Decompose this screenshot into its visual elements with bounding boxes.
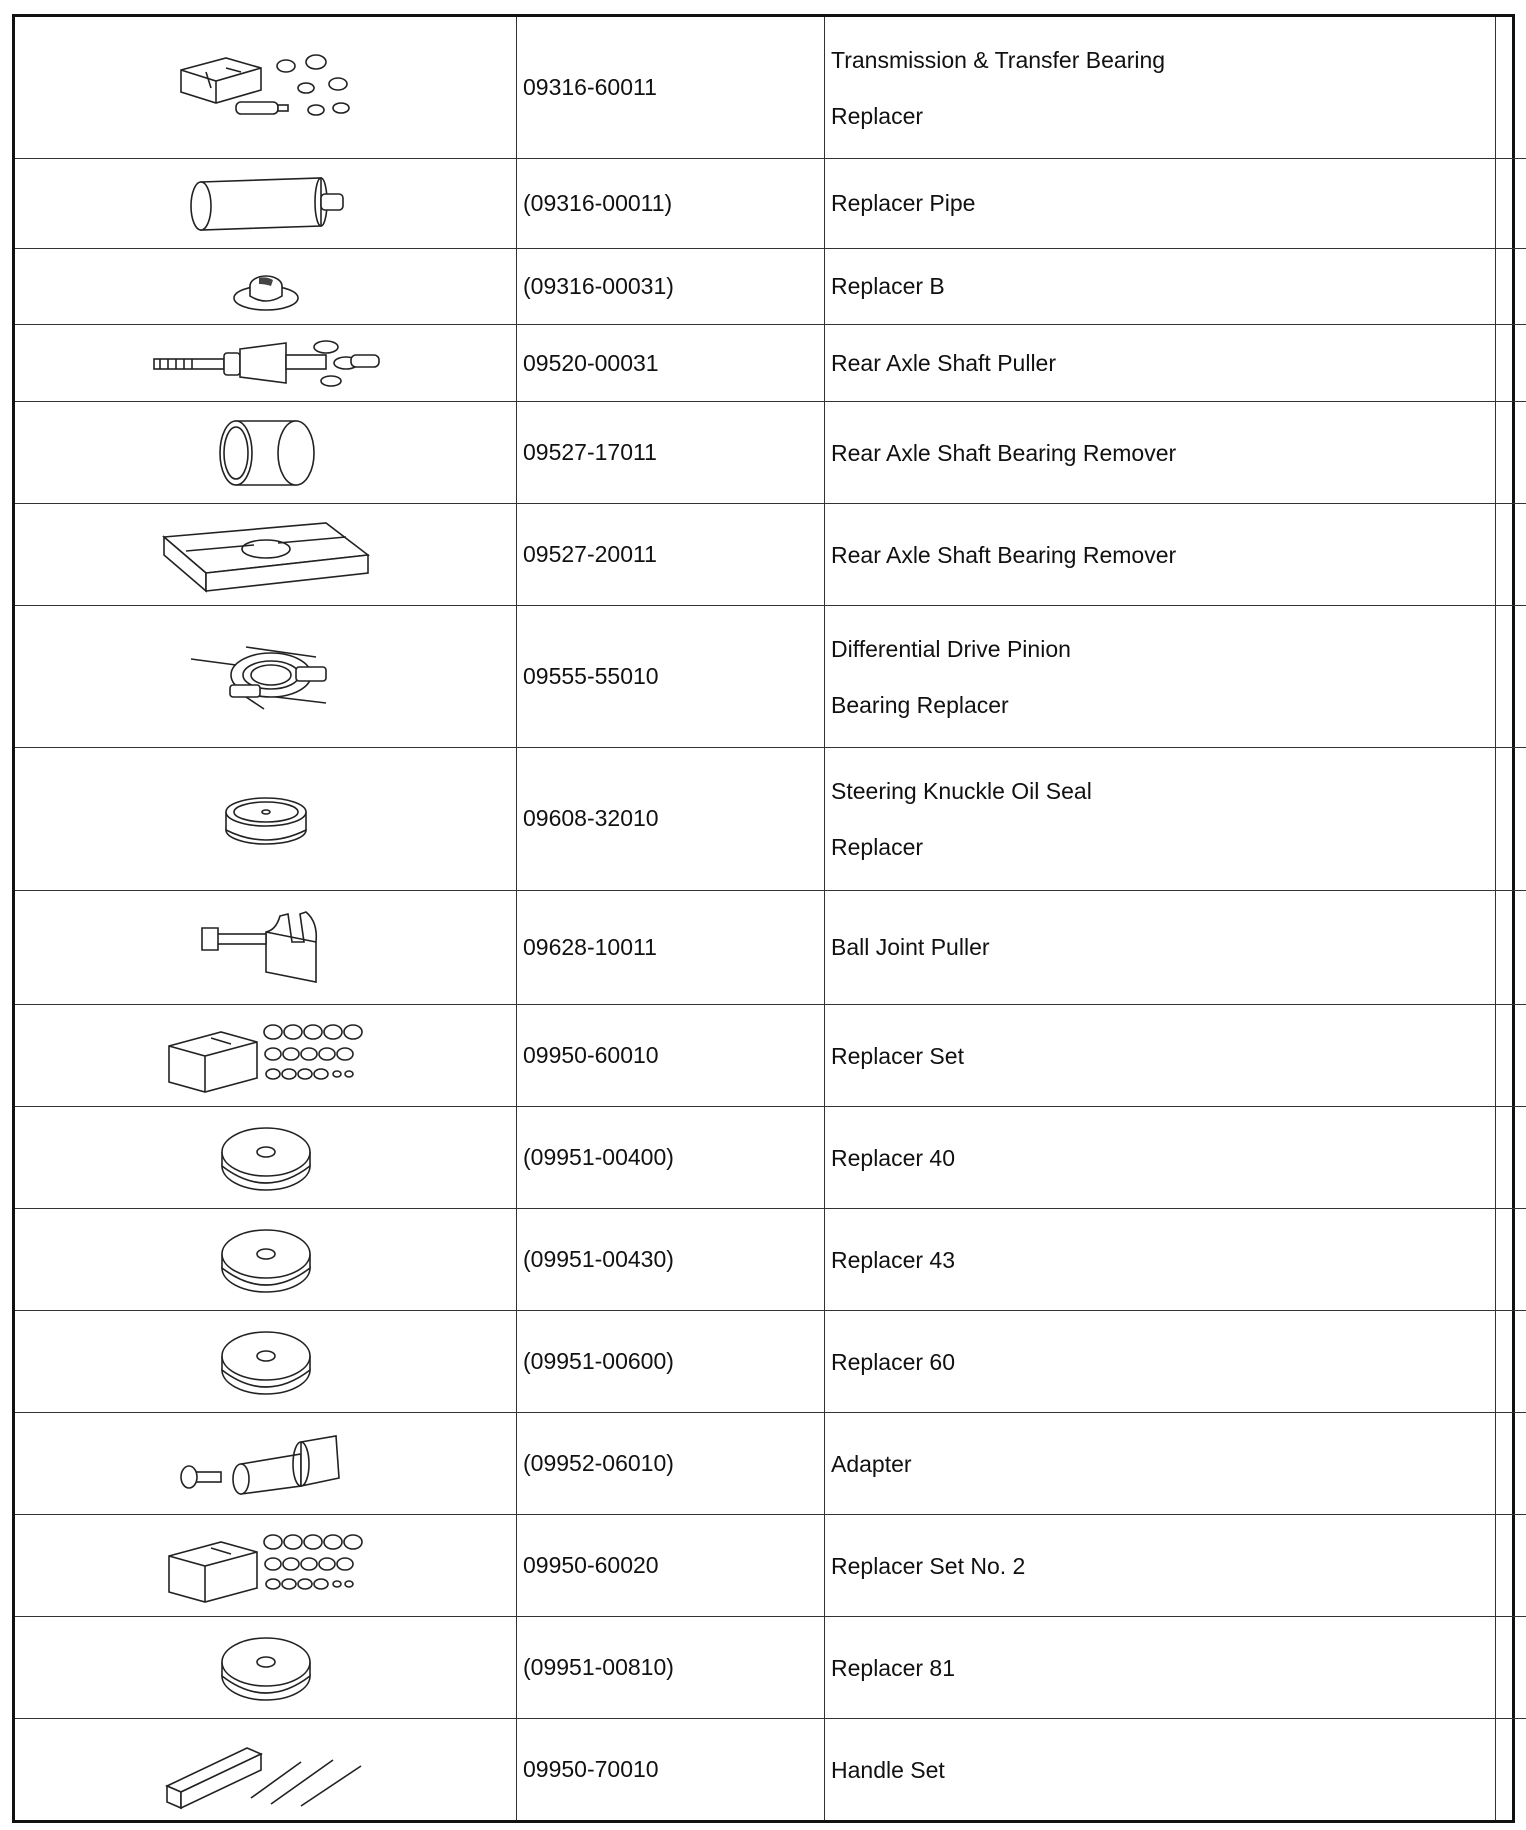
table-row	[15, 17, 1526, 159]
adapter-icon	[15, 1424, 516, 1504]
cylinder-remover-icon	[15, 413, 516, 493]
tool-illustration-cell	[15, 1413, 517, 1515]
tool-name	[825, 1413, 1496, 1515]
tool-name-line: Adapter	[831, 1450, 912, 1477]
empty-cell	[1496, 159, 1526, 248]
replacer-disc-icon	[15, 1628, 516, 1708]
tool-illustration-cell	[15, 748, 517, 890]
empty-cell	[1496, 748, 1526, 890]
table-row	[15, 890, 1526, 1005]
tool-name	[825, 890, 1496, 1005]
replacer-pipe-icon	[15, 168, 516, 238]
tool-name-line: Replacer 60	[831, 1348, 956, 1375]
empty-cell	[1496, 606, 1526, 748]
table-row	[15, 1107, 1526, 1209]
tool-illustration-cell	[15, 1515, 517, 1617]
table-row	[15, 1209, 1526, 1311]
ball-joint-puller-icon	[15, 902, 516, 992]
table-row	[15, 1413, 1526, 1515]
tool-name	[825, 1005, 1496, 1107]
tool-name	[825, 1515, 1496, 1617]
table-row	[15, 159, 1526, 248]
part-number: (09952-06010)	[517, 1413, 825, 1515]
table-row	[15, 1617, 1526, 1719]
tool-table-sheet	[12, 14, 1515, 1823]
tool-name	[825, 159, 1496, 248]
replacer-set-case-icon	[15, 1526, 516, 1606]
tool-illustration-cell	[15, 159, 517, 248]
tool-name	[825, 748, 1496, 890]
part-number: (09951-00810)	[517, 1617, 825, 1719]
tool-name	[825, 402, 1496, 504]
table-row	[15, 325, 1526, 402]
tool-name	[825, 1209, 1496, 1311]
empty-cell	[1496, 1719, 1526, 1820]
tool-name-line: Replacer	[831, 102, 924, 129]
replacer-b-icon	[15, 256, 516, 316]
part-number: 09555-55010	[517, 606, 825, 748]
tool-name-line: Replacer Set	[831, 1042, 964, 1069]
part-number: (09316-00031)	[517, 248, 825, 325]
tool-name	[825, 1719, 1496, 1820]
empty-cell	[1496, 325, 1526, 402]
tool-name-line: Replacer Pipe	[831, 190, 976, 217]
tool-name	[825, 504, 1496, 606]
tool-name	[825, 17, 1496, 159]
part-number: (09951-00600)	[517, 1311, 825, 1413]
empty-cell	[1496, 1311, 1526, 1413]
tool-illustration-cell	[15, 1719, 517, 1820]
tool-name-line: Replacer Set No. 2	[831, 1552, 1026, 1579]
part-number: 09950-60010	[517, 1005, 825, 1107]
part-number: (09951-00430)	[517, 1209, 825, 1311]
empty-cell	[1496, 504, 1526, 606]
tool-name-line: Replacer 81	[831, 1654, 956, 1681]
shaft-puller-icon	[15, 333, 516, 393]
table-row	[15, 606, 1526, 748]
tool-name-line: Replacer 40	[831, 1144, 956, 1171]
tool-illustration-cell	[15, 1209, 517, 1311]
part-number: 09316-60011	[517, 17, 825, 159]
empty-cell	[1496, 17, 1526, 159]
replacer-disc-icon	[15, 1220, 516, 1300]
tool-name-line: Replacer B	[831, 273, 945, 300]
tool-name-line: Transmission & Transfer Bearing	[831, 46, 1166, 73]
table-row	[15, 504, 1526, 606]
tool-name-line: Replacer	[831, 833, 924, 860]
part-number: 09527-20011	[517, 504, 825, 606]
table-row	[15, 1005, 1526, 1107]
part-number: 09520-00031	[517, 325, 825, 402]
replacer-set-case-icon	[15, 1016, 516, 1096]
part-number: 09527-17011	[517, 402, 825, 504]
tool-name-line: Steering Knuckle Oil Seal	[831, 777, 1092, 804]
tool-name	[825, 248, 1496, 325]
empty-cell	[1496, 1107, 1526, 1209]
tool-name	[825, 1311, 1496, 1413]
tool-name-line: Rear Axle Shaft Bearing Remover	[831, 541, 1177, 568]
special-tools-table	[15, 17, 1526, 1820]
tool-illustration-cell	[15, 17, 517, 159]
tool-illustration-cell	[15, 1311, 517, 1413]
tool-illustration-cell	[15, 1617, 517, 1719]
tool-illustration-cell	[15, 504, 517, 606]
table-row	[15, 1311, 1526, 1413]
bearing-replacer-kit-icon	[15, 48, 516, 128]
empty-cell	[1496, 1209, 1526, 1311]
tool-illustration-cell	[15, 1005, 517, 1107]
tool-illustration-cell	[15, 248, 517, 325]
replacer-disc-icon	[15, 1322, 516, 1402]
part-number: 09608-32010	[517, 748, 825, 890]
tool-illustration-cell	[15, 1107, 517, 1209]
tool-name-line: Differential Drive Pinion	[831, 635, 1071, 662]
handle-set-icon	[15, 1730, 516, 1810]
tool-name-line: Ball Joint Puller	[831, 934, 990, 961]
empty-cell	[1496, 1617, 1526, 1719]
tool-name-line: Rear Axle Shaft Puller	[831, 350, 1057, 377]
table-row	[15, 1515, 1526, 1617]
table-row	[15, 1719, 1526, 1820]
pinion-bearing-replacer-icon	[15, 637, 516, 717]
tool-illustration-cell	[15, 402, 517, 504]
tool-name	[825, 606, 1496, 748]
part-number: (09951-00400)	[517, 1107, 825, 1209]
split-plate-remover-icon	[15, 515, 516, 595]
replacer-disc-icon	[15, 1118, 516, 1198]
part-number: 09950-60020	[517, 1515, 825, 1617]
part-number: 09950-70010	[517, 1719, 825, 1820]
table-row	[15, 402, 1526, 504]
empty-cell	[1496, 248, 1526, 325]
empty-cell	[1496, 1413, 1526, 1515]
tool-name-line: Replacer 43	[831, 1246, 956, 1273]
table-row	[15, 748, 1526, 890]
tool-name-line: Bearing Replacer	[831, 691, 1009, 718]
part-number: (09316-00011)	[517, 159, 825, 248]
empty-cell	[1496, 1515, 1526, 1617]
empty-cell	[1496, 402, 1526, 504]
empty-cell	[1496, 890, 1526, 1005]
part-number: 09628-10011	[517, 890, 825, 1005]
tool-name	[825, 1107, 1496, 1209]
tool-name-line: Rear Axle Shaft Bearing Remover	[831, 439, 1177, 466]
oil-seal-replacer-icon	[15, 784, 516, 854]
tool-name	[825, 1617, 1496, 1719]
tool-name	[825, 325, 1496, 402]
tool-illustration-cell	[15, 606, 517, 748]
empty-cell	[1496, 1005, 1526, 1107]
table-row	[15, 248, 1526, 325]
tool-name-line: Handle Set	[831, 1756, 945, 1783]
tool-illustration-cell	[15, 325, 517, 402]
tool-illustration-cell	[15, 890, 517, 1005]
